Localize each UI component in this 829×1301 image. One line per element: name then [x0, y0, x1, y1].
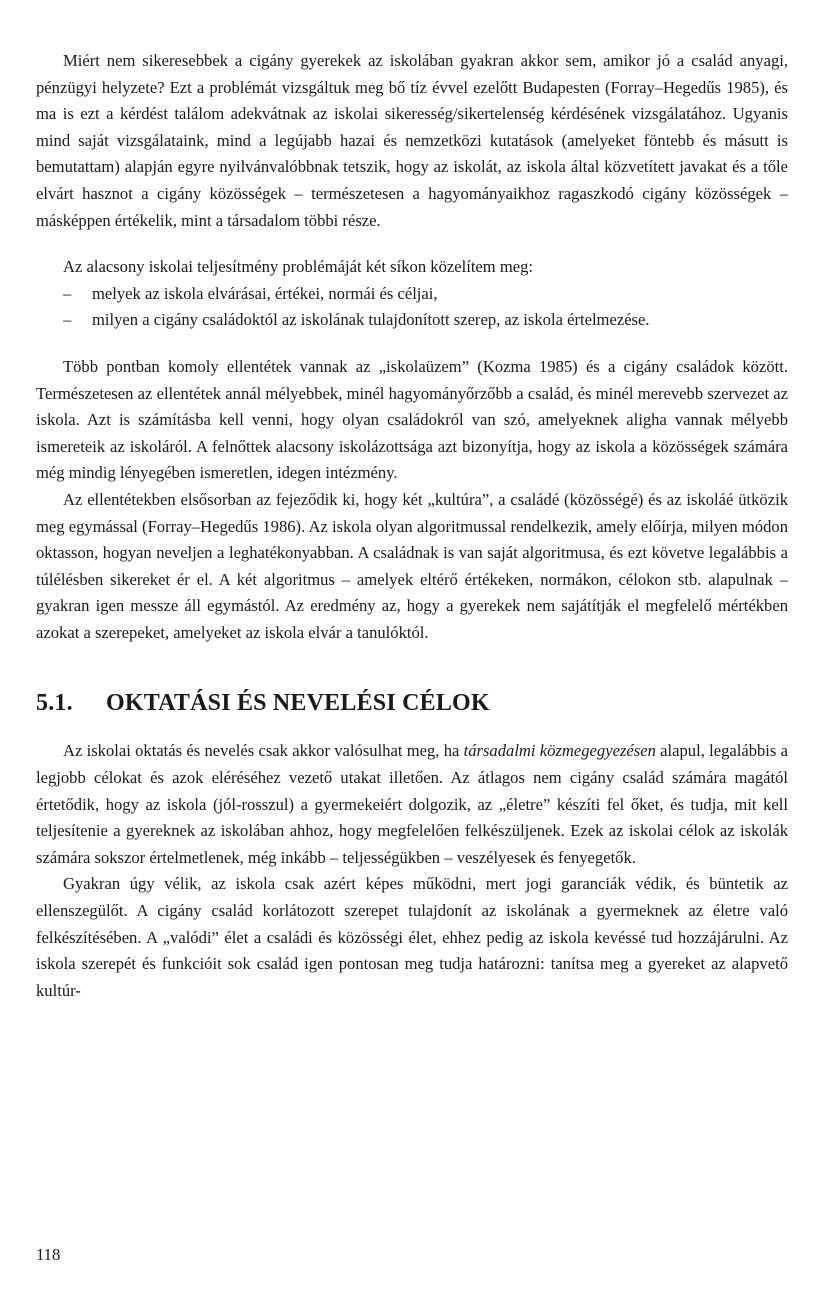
dash-list [36, 281, 788, 334]
page-number: 118 [36, 1245, 61, 1264]
list-item-text: milyen a cigány családoktól az iskolának tulajdonított szerep, az iskola értelmezése. [92, 310, 650, 330]
section-heading [36, 688, 788, 718]
paragraph-5-start: Az iskolai oktatás és nevelés csak akkor valósulhat meg, ha [63, 741, 464, 761]
dash-marker: – [63, 283, 72, 303]
paragraph-5-rest: alapul, legalábbis a legjobb célokat és azok eléréséhez vezető utakat illetően. Az átlagos nem cigány család számára magától értetődik, hogy az iskola (jól-rosszul) a gyermekeiért dolgozik, az „életre” készíti fel őket, és tudja, mit kell teljesítenie a gyereknek az iskolában ahhoz, hogy megfelelően felkészüljenek. Ezek az iskolai célok az iskolák számára sokszor értelmetlenek, még inkább – teljességükben – veszélyesek és fenyegetők. [36, 741, 788, 867]
paragraph-3: Több pontban komoly ellentétek vannak az „iskolaüzem” (Kozma 1985) és a cigány családok között. Természetesen az ellentétek annál mélyebbek, minél hagyományőrzőbb a család, és minél merevebb szervezet az iskola. Azt is számításba kell venni, hogy olyan családokról van szó, amelyeknek aligha vannak mélyebb ismereteik az iskoláról. A felnőttek alacsony iskolázottsága azt bizonyítja, hogy az iskola a közösségek számára még mindig lényegében ismeretlen, idegen intézmény. [36, 356, 788, 483]
list-item [36, 307, 788, 334]
page-body [36, 48, 788, 1004]
dash-marker: – [63, 310, 72, 330]
paragraph-5 [36, 738, 788, 871]
spacer [36, 334, 788, 354]
paragraph-1: Miért nem sikeresebbek a cigány gyerekek az iskolában gyakran akkor sem, amikor jó a család anyagi, pénzügyi helyzete? Ezt a problémát vizsgáltuk meg bő tíz évvel ezelőtt Budapesten (Forray–Hegedűs 1985), és ma is ezt a kérdést találom adekvátnak az iskolai sikeresség/sikertelenség kérdésének vizsgálatához. Ugyanis mind saját vizsgálataink, mind a legújabb hazai és nemzetközi kutatások (amelyeket föntebb és másutt is bemutattam) alapján egyre nyilvánvalóbbnak tetszik, hogy az iskolát, az iskola által közvetített javakat és a tőle elvárt hasznot a cigány közösségek – természetesen a hagyományaikhoz ragaszkodó cigány közösségek – másképpen értékelik, mint a társadalom többi része. [36, 51, 788, 230]
paragraph-6: Gyakran úgy vélik, az iskola csak azért képes működni, mert jogi garanciák védik, és büntetik az ellenszegülőt. A cigány család korlátozott szerepet tulajdonít az iskolának a gyermeknek az életre való felkészítésében. A „valódi” élet a családi és közösségi élet, ehhez pedig az iskola kevéssé tud hozzájárulni. Az iskola szerepét és funkcióit sok család igen pontosan meg tudja határozni: tanítsa meg a gyereket az alapvető kultúr- [36, 874, 788, 1000]
list-item-text: melyek az iskola elvárásai, értékei, normái és céljai, [92, 283, 438, 303]
section-number: 5.1. [36, 690, 73, 717]
emphasis: társadalmi közmegegyezésen [463, 741, 656, 761]
spacer [36, 234, 788, 254]
list-item [36, 281, 788, 308]
paragraph-4: Az ellentétekben elsősorban az fejeződik ki, hogy két „kultúra”, a családé (közösségé) és az iskoláé ütközik meg egymással (Forray–Hegedűs 1986). Az iskola olyan algoritmussal rendelkezik, amely előírja, milyen módon oktasson, hogyan neveljen a leghatékonyabban. A családnak is van saját algoritmusa, és ezt követve legalábbis a túlélésben sikereket ér el. A két algoritmus – amelyek eltérő értékeken, normákon, célokon stb. alapulnak – gyakran igen messze áll egymástól. Az eredmény az, hogy a gyerekek nem sajátítják el megfelelő mértékben azokat a szerepeket, amelyeket az iskola elvár a tanulóktól. [36, 489, 788, 642]
paragraph-2: Az alacsony iskolai teljesítmény problémáját két síkon közelítem meg: [63, 257, 534, 277]
section-title: OKTATÁSI ÉS NEVELÉSI CÉLOK [106, 690, 490, 717]
spacer [36, 646, 788, 688]
spacer [36, 718, 788, 738]
